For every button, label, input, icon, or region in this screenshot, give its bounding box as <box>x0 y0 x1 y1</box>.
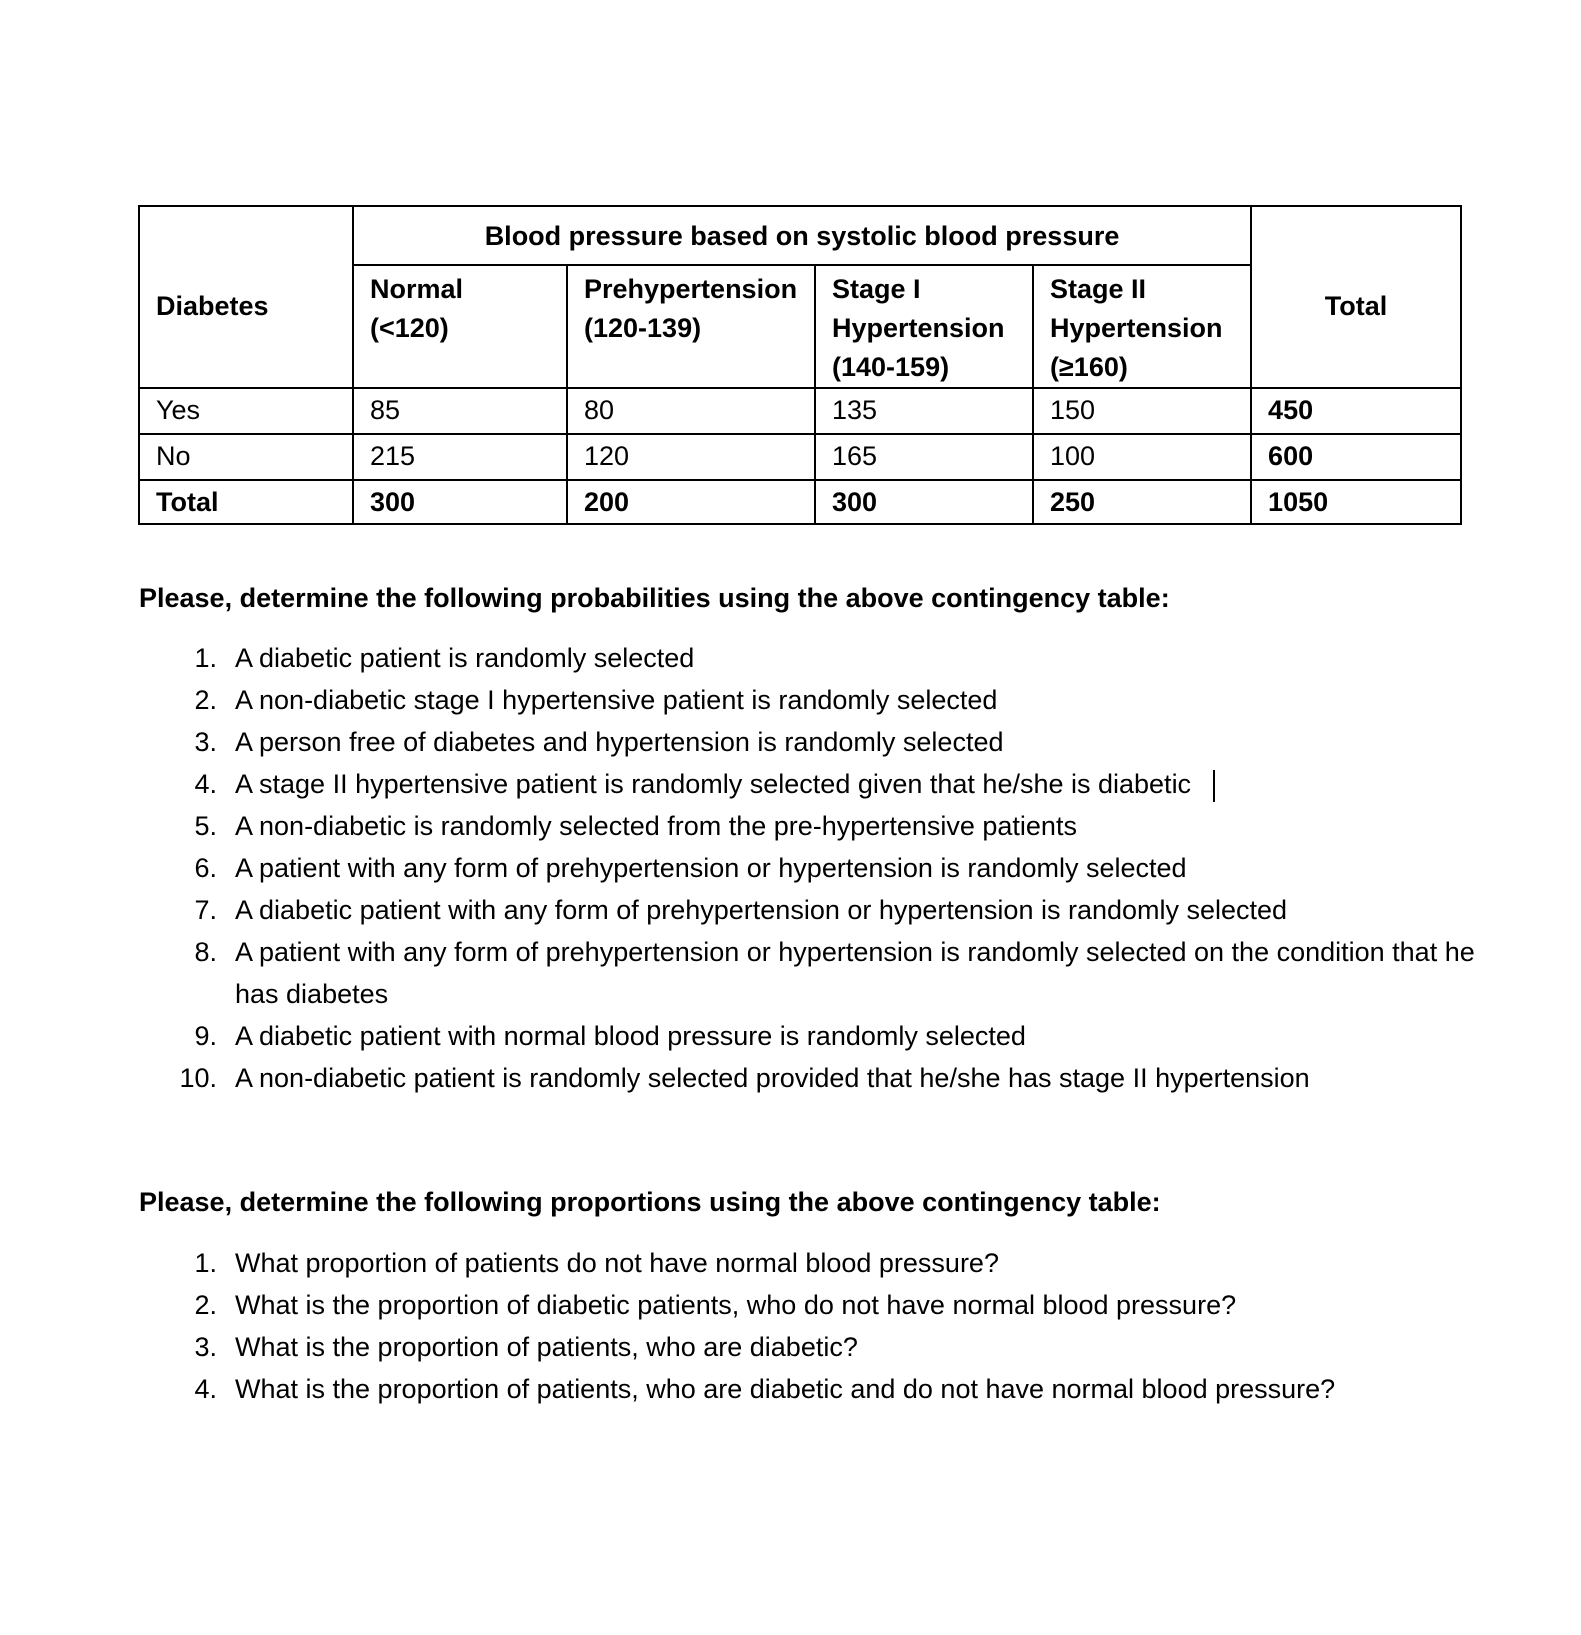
list-item: 4. What is the proportion of patients, who are diabetic and do not have normal blood pressure? <box>194 1374 1336 1404</box>
column-header-normal: Normal (<120) <box>353 265 567 388</box>
proportions-heading: Please, determine the following proportions using the above contingency table: <box>139 1187 1161 1217</box>
row-label: Total <box>139 480 353 524</box>
table-cell: 120 <box>567 434 815 480</box>
list-item: 6. A patient with any form of prehypertension or hypertension is randomly selected <box>194 853 1187 883</box>
column-header-prehypertension: Prehypertension (120-139) <box>567 265 815 388</box>
row-total: 600 <box>1251 434 1461 480</box>
list-item: 10. A non-diabetic patient is randomly selected provided that he/she has stage II hypertension <box>179 1063 1310 1093</box>
column-header-stage-2: Stage II Hypertension (≥160) <box>1033 265 1251 388</box>
text-cursor <box>1213 770 1215 802</box>
list-item: 1. What proportion of patients do not have normal blood pressure? <box>194 1248 999 1278</box>
row-label: Yes <box>139 388 353 434</box>
proportions-list <box>139 1242 1519 1410</box>
table-row-no <box>139 434 1461 480</box>
list-item: 2. What is the proportion of diabetic patients, who do not have normal blood pressure? <box>194 1290 1237 1320</box>
table-cell: 85 <box>353 388 567 434</box>
list-item: 9. A diabetic patient with normal blood pressure is randomly selected <box>194 1021 1026 1051</box>
row-label: No <box>139 434 353 480</box>
row-total: 450 <box>1251 388 1461 434</box>
list-item: 8. A patient with any form of prehypertension or hypertension is randomly selected on the condition that he has diabetes <box>194 937 1475 1009</box>
contingency-table <box>138 205 1462 525</box>
row-header-diabetes: Diabetes <box>139 206 353 388</box>
list-item: 3. What is the proportion of patients, who are diabetic? <box>194 1332 858 1362</box>
column-total: 300 <box>815 480 1033 524</box>
grand-total: 1050 <box>1251 480 1461 524</box>
table-cell: 215 <box>353 434 567 480</box>
list-item: 2. A non-diabetic stage I hypertensive patient is randomly selected <box>194 685 998 715</box>
list-item: 5. A non-diabetic is randomly selected from the pre-hypertensive patients <box>194 811 1077 841</box>
table-row-total <box>139 480 1461 524</box>
table-cell: 80 <box>567 388 815 434</box>
table-cell: 150 <box>1033 388 1251 434</box>
list-item: 1. A diabetic patient is randomly selected <box>194 643 695 673</box>
column-total: 300 <box>353 480 567 524</box>
column-header-total: Total <box>1251 206 1461 388</box>
table-cell: 135 <box>815 388 1033 434</box>
list-item: 7. A diabetic patient with any form of prehypertension or hypertension is randomly selected <box>194 895 1288 925</box>
column-header-stage-1: Stage I Hypertension (140-159) <box>815 265 1033 388</box>
list-item: 3. A person free of diabetes and hypertension is randomly selected <box>194 727 1004 757</box>
table-row-yes <box>139 388 1461 434</box>
group-header-blood-pressure: Blood pressure based on systolic blood pressure <box>353 206 1251 265</box>
table-cell: 100 <box>1033 434 1251 480</box>
probabilities-list <box>139 637 1519 1099</box>
column-total: 250 <box>1033 480 1251 524</box>
table-cell: 165 <box>815 434 1033 480</box>
list-item: 4. A stage II hypertensive patient is randomly selected given that he/she is diabetic <box>139 763 1519 805</box>
probabilities-heading: Please, determine the following probabilities using the above contingency table: <box>139 583 1170 613</box>
column-total: 200 <box>567 480 815 524</box>
